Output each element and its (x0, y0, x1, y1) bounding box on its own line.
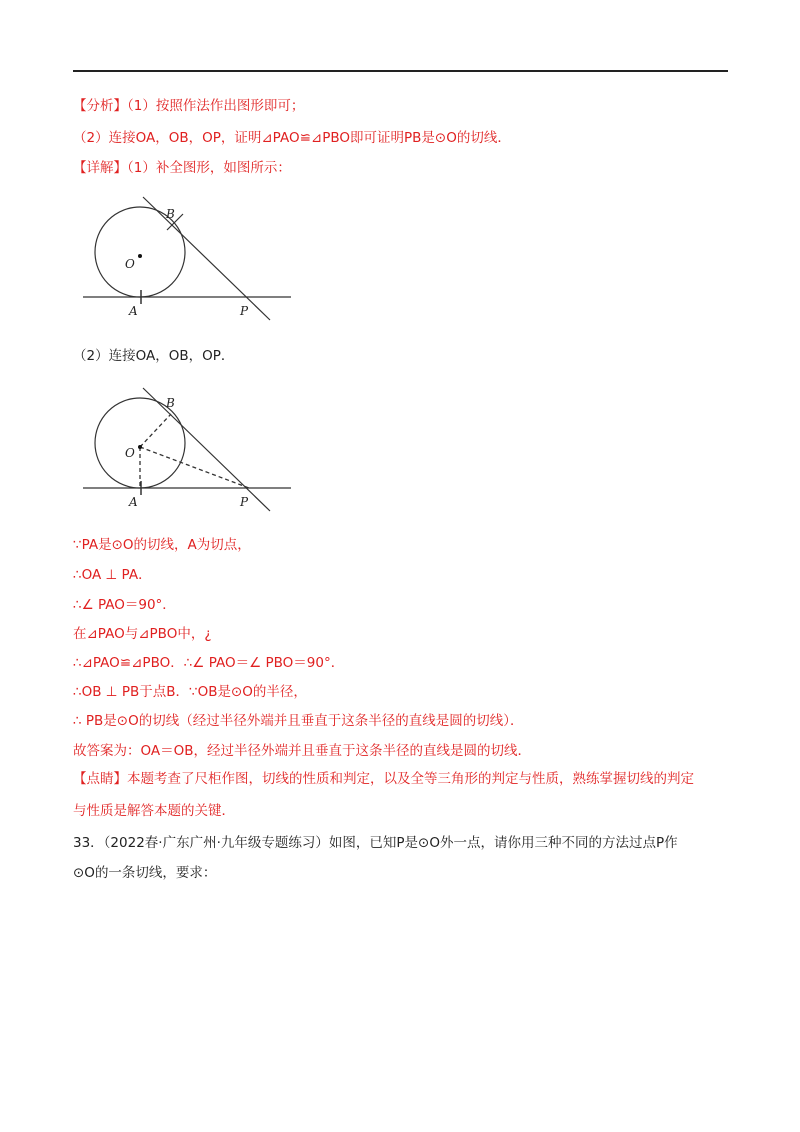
proof-line-4: 在⊿PAO与⊿PBO中，¿ (73, 626, 212, 642)
figure-2 (73, 383, 303, 518)
tangent-line-b (143, 197, 270, 320)
center-point (138, 254, 142, 258)
proof-line-2: ∴OA ⊥ PA． (73, 567, 152, 583)
comment-line-1: 【点睛】本题考查了尺柜作图，切线的性质和判定，以及全等三角形的判定与性质，熟练掌握切线的判定 (73, 771, 694, 787)
tangent-line-b (143, 388, 270, 511)
label-a: A (129, 304, 138, 318)
label-b: B (166, 207, 175, 221)
proof-line-1: ∵PA是⊙O的切线，A为切点， (73, 537, 251, 553)
figure-1 (73, 192, 303, 327)
header-rule (73, 70, 728, 72)
proof-line-5: ∴⊿PAO≌⊿PBO．∴∠ PAO＝∠ PBO＝90°． (73, 655, 345, 671)
label-a: A (129, 495, 138, 509)
label-b: B (166, 396, 175, 410)
proof-line-6: ∴OB ⊥ PB于点B．∵OB是⊙O的半径， (73, 684, 307, 700)
label-p: P (240, 495, 249, 509)
detail-line-2: （2）连接OA，OB，OP． (73, 348, 235, 364)
label-o: O (125, 446, 135, 460)
proof-line-7: ∴ PB是⊙O的切线（经过半径外端并且垂直于这条半径的直线是圆的切线）． (73, 713, 524, 729)
answer-line: 故答案为：OA＝OB，经过半径外端并且垂直于这条半径的直线是圆的切线． (73, 743, 532, 759)
question-33-line-1: 33．（2022春·广东广州·九年级专题练习）如图，已知P是⊙O外一点，请你用三种不同的方法过点P作 (73, 835, 678, 851)
question-33-line-2: ⊙O的一条切线，要求： (73, 865, 217, 881)
proof-line-3: ∴∠ PAO＝90°． (73, 597, 176, 613)
label-o: O (125, 257, 135, 271)
segment-op (140, 447, 249, 488)
analysis-line-2: （2）连接OA，OB，OP，证明⊿PAO≌⊿PBO即可证明PB是⊙O的切线． (73, 130, 511, 146)
detail-line-1: 【详解】（1）补全图形，如图所示： (73, 160, 291, 176)
segment-ob (140, 414, 171, 447)
analysis-line-1: 【分析】（1）按照作法作出图形即可； (73, 98, 305, 114)
circle-o (95, 398, 185, 488)
label-p: P (240, 304, 249, 318)
center-point (138, 445, 142, 449)
comment-line-2: 与性质是解答本题的关键． (73, 803, 235, 819)
